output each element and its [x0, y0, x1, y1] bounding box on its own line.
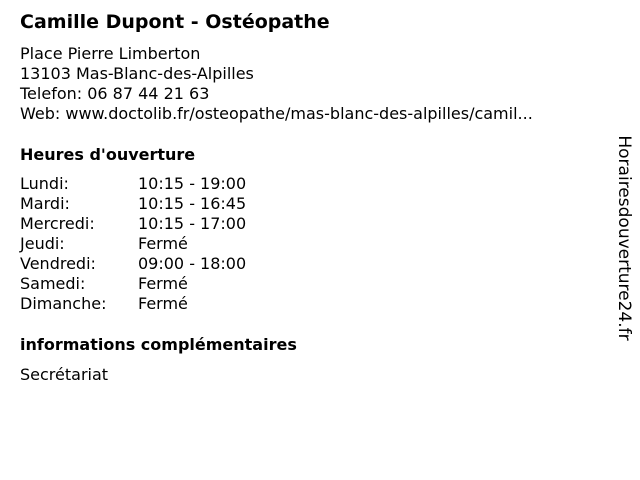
day-label: Lundi: — [20, 174, 69, 193]
address-block — [20, 44, 533, 124]
hours-row-thursday — [20, 234, 320, 254]
city-postal: 13103 Mas-Blanc-des-Alpilles — [20, 64, 254, 83]
additional-info-heading: informations complémentaires — [20, 335, 297, 354]
hours-row-monday — [20, 174, 320, 194]
hours-row-friday — [20, 254, 320, 274]
hours-row-saturday — [20, 274, 320, 294]
day-label: Mardi: — [20, 194, 70, 213]
day-label: Mercredi: — [20, 214, 95, 233]
hours-row-tuesday — [20, 194, 320, 214]
day-label: Vendredi: — [20, 254, 96, 273]
additional-info-text: Secrétariat — [20, 365, 109, 384]
time-value: 10:15 - 16:45 — [138, 194, 247, 213]
page-title: Camille Dupont - Ostéopathe — [20, 11, 330, 33]
site-watermark: Horairesdouverture24.fr — [614, 135, 634, 341]
day-label: Dimanche: — [20, 294, 107, 313]
hours-row-sunday — [20, 294, 320, 314]
time-value: Fermé — [138, 274, 188, 293]
hours-row-wednesday — [20, 214, 320, 234]
day-label: Jeudi: — [20, 234, 65, 253]
phone-number: Telefon: 06 87 44 21 63 — [20, 84, 210, 103]
street-address: Place Pierre Limberton — [20, 44, 201, 63]
time-value: 10:15 - 19:00 — [138, 174, 247, 193]
time-value: Fermé — [138, 294, 188, 313]
time-value: 10:15 - 17:00 — [138, 214, 247, 233]
opening-hours-heading: Heures d'ouverture — [20, 145, 196, 164]
time-value: 09:00 - 18:00 — [138, 254, 247, 273]
day-label: Samedi: — [20, 274, 86, 293]
time-value: Fermé — [138, 234, 188, 253]
website-link[interactable]: Web: www.doctolib.fr/osteopathe/mas-blanc-des-alpilles/camil... — [20, 104, 533, 123]
opening-hours-table — [20, 174, 320, 314]
